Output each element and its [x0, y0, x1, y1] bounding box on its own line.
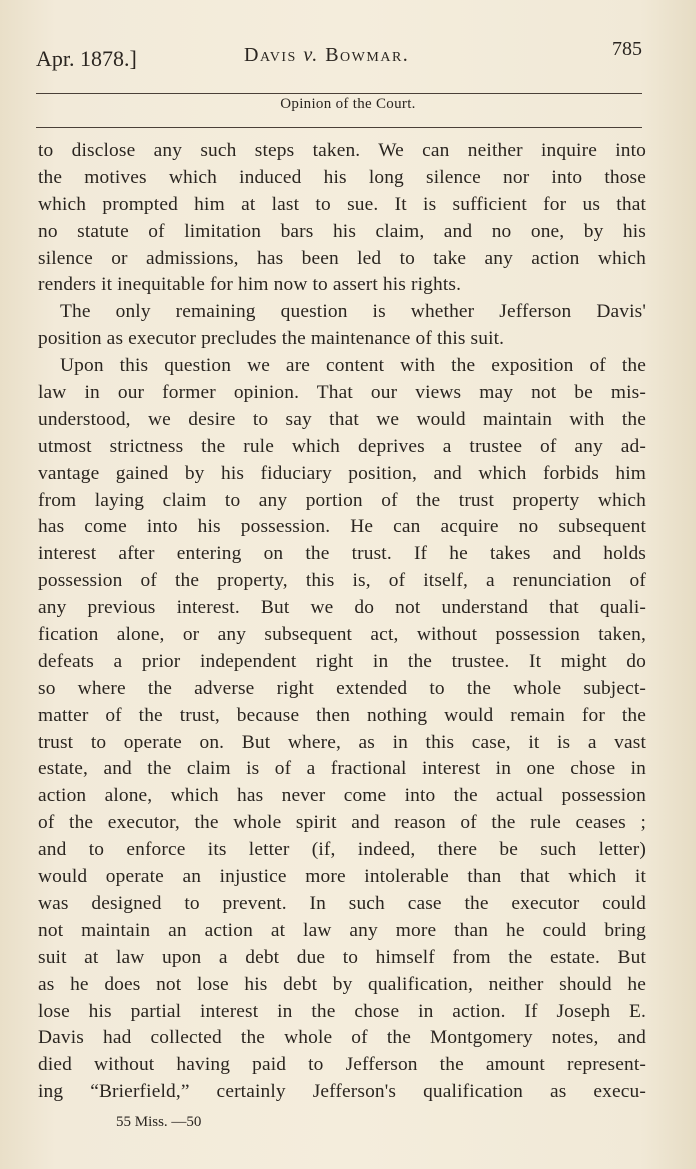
text-line: Upon this question we are content with the exposition of the [60, 355, 646, 377]
text-line: The only remaining question is whether Jefferson Davis' [60, 301, 646, 323]
text-line: to disclose any such steps taken. We can neither inquire into [38, 140, 646, 161]
header-date: Apr. 1878.] [36, 46, 137, 71]
text-line: interest after entering on the trust. If he takes and holds [38, 543, 646, 565]
text-line: action alone, which has never come into the actual possession [38, 785, 646, 807]
text-line: matter of the trust, because then nothing would remain for the [38, 704, 646, 726]
text-line: law in our former opinion. That our views may not be mis- [38, 382, 646, 404]
text-line: silence or admissions, has been led to take any action which [38, 247, 646, 269]
text-line: and to enforce its letter (if, indeed, there be such letter) [38, 839, 646, 861]
text-line: was designed to prevent. In such case the executor could [38, 892, 646, 914]
header-case-title [244, 44, 409, 67]
text-line: so where the adverse right extended to the whole subject- [38, 677, 646, 699]
text-line: defeats a prior independent right in the trustee. It might do [38, 650, 646, 672]
text-line: has come into his possession. He can acquire no subsequent [38, 516, 646, 538]
text-line: the motives which induced his long silence nor into those [38, 166, 646, 188]
section-subheading: Opinion of the Court. [280, 96, 416, 112]
text-line: would operate an injustice more intolerable than that which it [38, 866, 646, 888]
text-line: position as executor precludes the maintenance of this suit. [38, 328, 505, 350]
text-line: suit at law upon a debt due to himself from the estate. But [38, 946, 646, 968]
text-line: Davis had collected the whole of the Montgomery notes, and [38, 1027, 646, 1049]
text-line: died without having paid to Jefferson the amount represent- [38, 1054, 646, 1076]
text-line: fication alone, or any subsequent act, without possession taken, [38, 624, 646, 646]
text-line: from laying claim to any portion of the trust property which [38, 489, 646, 511]
case-title-versus: v. [303, 44, 319, 66]
signature-mark: 55 Miss. —50 [116, 1114, 202, 1130]
page-number: 785 [612, 38, 642, 60]
text-line: vantage gained by his fiduciary position, and which forbids him [38, 462, 646, 484]
running-header [36, 38, 642, 78]
text-line: of the executor, the whole spirit and reason of the rule ceases ; [38, 812, 646, 834]
text-line: as he does not lose his debt by qualification, neither should he [38, 973, 646, 995]
text-line: understood, we desire to say that we would maintain with the [38, 408, 646, 430]
text-line: ing “Brierfield,” certainly Jefferson's qualification as execu- [38, 1081, 646, 1103]
case-title-prefix: Davis [244, 44, 304, 66]
text-line: trust to operate on. But where, as in this case, it is a vast [38, 731, 646, 753]
text-line: possession of the property, this is, of itself, a renunciation of [38, 570, 646, 592]
text-line: any previous interest. But we do not understand that quali- [38, 597, 646, 619]
text-line: estate, and the claim is of a fractional interest in one chose in [38, 758, 646, 780]
text-line: which prompted him at last to sue. It is sufficient for us that [38, 193, 646, 215]
text-line: utmost strictness the rule which deprives a trustee of any ad- [38, 435, 646, 457]
body-text [38, 138, 646, 1106]
text-line: renders it inequitable for him now to assert his rights. [38, 274, 462, 296]
text-line: lose his partial interest in the chose in action. If Joseph E. [38, 1000, 646, 1022]
header-rule-bottom [36, 127, 642, 128]
case-title-suffix: Bowmar. [318, 44, 410, 66]
text-line: not maintain an action at law any more than he could bring [38, 919, 646, 941]
text-line: no statute of limitation bars his claim, and no one, by his [38, 220, 646, 242]
